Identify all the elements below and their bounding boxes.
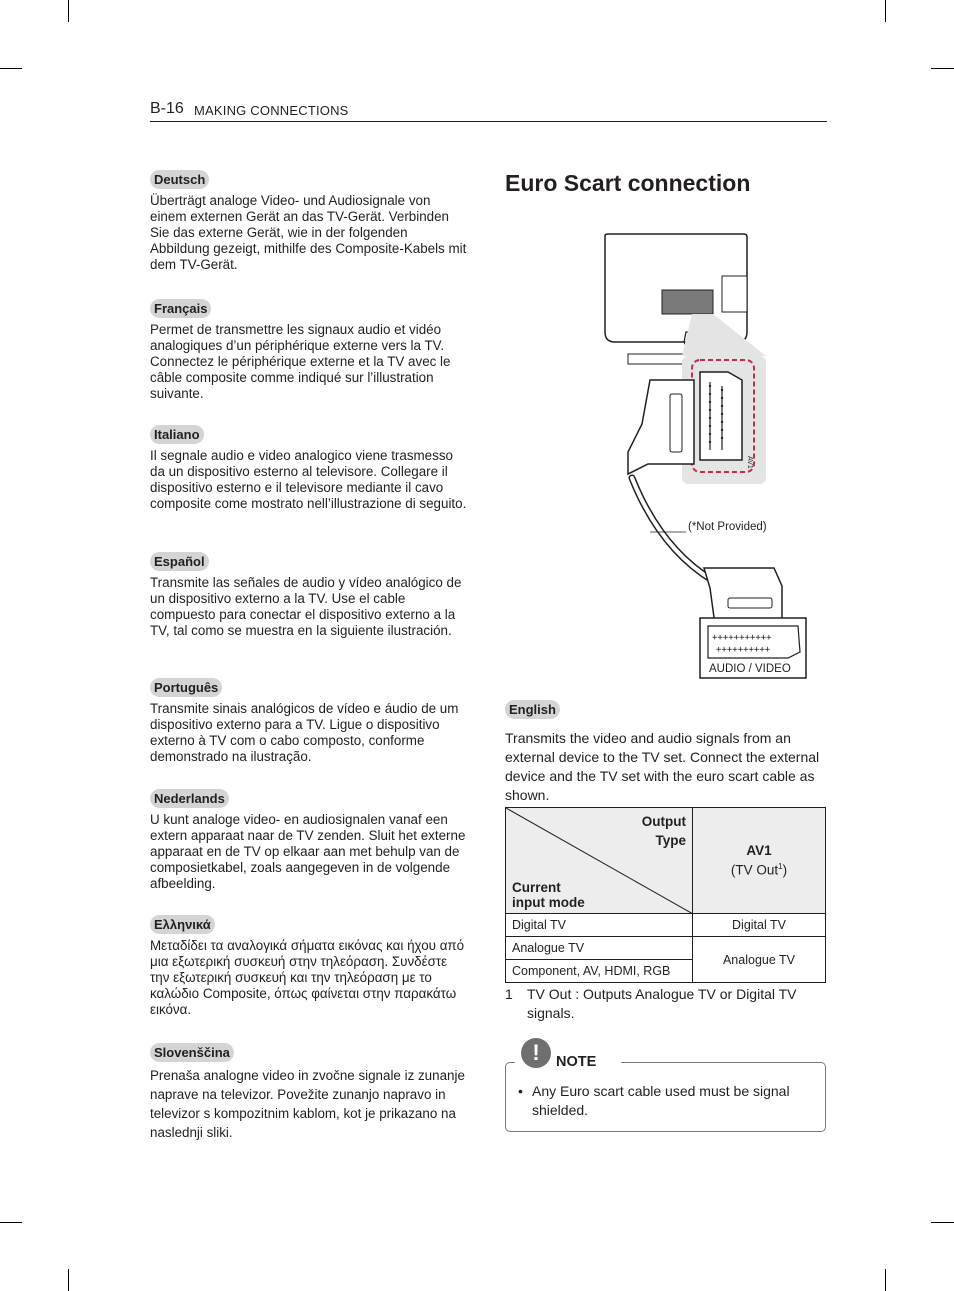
crop-mark xyxy=(68,1269,69,1291)
lang-text: Il segnale audio e video analogico viene trasmesso da un dispositivo esterno al televisore. Collegare il dispositivo esterno e il televisore mediante il cavo composite come mostrato nell’illustrazione di seguito. xyxy=(150,448,467,511)
page-header xyxy=(150,100,827,122)
lang-block-francais xyxy=(150,299,470,402)
lang-block-espanol xyxy=(150,552,470,639)
lang-badge: Français xyxy=(150,299,211,318)
lang-block-english xyxy=(505,700,827,805)
page-title: Euro Scart connection xyxy=(505,170,751,196)
lang-badge: Slovenščina xyxy=(150,1043,234,1062)
audio-video-label: AUDIO / VIDEO xyxy=(709,663,791,675)
note-header xyxy=(515,1040,825,1068)
note-title: NOTE xyxy=(556,1054,597,1070)
crop-mark xyxy=(931,1222,954,1223)
lang-text: U kunt analoge video- en audiosignalen vanaf een extern apparaat naar de TV zenden. Sluit het externe apparaat en de TV op elkaar aan met behulp van de composietkabel, zoals aangegeven in de volgende afbeelding. xyxy=(150,812,466,891)
lang-badge: Deutsch xyxy=(150,170,209,189)
lang-badge: Italiano xyxy=(150,425,204,444)
input-cell: Component, AV, HDMI, RGB xyxy=(506,960,693,983)
table-row xyxy=(506,937,826,960)
note-body xyxy=(518,1082,818,1120)
lang-badge: Português xyxy=(150,678,222,697)
output-cell: Digital TV xyxy=(693,914,826,937)
av1-heading: AV1 xyxy=(746,843,772,859)
page-number: B-16 xyxy=(150,100,184,117)
av1-port-label: AV1 xyxy=(746,456,753,469)
av1-close-paren: ) xyxy=(782,862,788,878)
crop-mark xyxy=(0,1222,22,1223)
scart-socket xyxy=(700,372,742,460)
lang-block-slovenscina xyxy=(150,1043,470,1142)
crop-mark xyxy=(885,0,886,22)
lang-block-greek xyxy=(150,915,470,1018)
section-title: MAKING CONNECTIONS xyxy=(194,103,349,118)
av1-subheading: (TV Out xyxy=(730,862,779,878)
lang-text: Überträgt analoge Video- und Audiosignale von einem externen Gerät an das TV-Gerät. Verbinden Sie das externe Gerät, wie in der folgenden Abbildung gezeigt, mithilfe des Composite-Kabels mit dem TV-Gerät. xyxy=(150,193,467,272)
table-header-av1 xyxy=(693,808,826,914)
not-provided-label: (*Not Provided) xyxy=(688,521,767,533)
lang-badge: Español xyxy=(150,552,209,571)
pin-row: ++++++++++ xyxy=(716,645,771,655)
lang-text: Permet de transmettre les signaux audio et vidéo analogiques d’un périphérique externe vers la TV. Connectez le périphérique externe et la TV avec le câble composite comme indiqué sur l’illustration suivante. xyxy=(150,322,451,401)
crop-mark xyxy=(885,1269,886,1291)
crop-mark xyxy=(0,68,22,69)
footnote xyxy=(505,985,827,1023)
footnote-text: TV Out : Outputs Analogue TV or Digital TV signals. xyxy=(527,986,797,1021)
tv-port-area xyxy=(662,290,713,314)
lang-block-portugues xyxy=(150,678,470,765)
crop-mark xyxy=(68,0,69,22)
input-output-table xyxy=(505,807,826,983)
lang-text: Μεταδίδει τα αναλογικά σήματα εικόνας και ήχου από μια εξωτερική συσκευή στην τηλεόραση. Συνδέστε την εξωτερική συσκευή και την τηλεόραση με το καλώδιο Composite, όπως φαίνεται στην παρακάτω εικόνα. xyxy=(150,938,465,1017)
tv-vent xyxy=(722,276,747,312)
lang-badge: Nederlands xyxy=(150,789,229,808)
input-cell: Digital TV xyxy=(506,914,693,937)
scart-plug-tv xyxy=(628,380,694,474)
lang-badge: Ελληνικά xyxy=(150,915,215,934)
scart-connection-diagram xyxy=(590,228,820,688)
lang-block-nederlands xyxy=(150,789,470,892)
lang-text: Transmits the video and audio signals from an external device to the TV set. Connect the external device and the TV set with the euro scart cable as shown. xyxy=(505,730,820,803)
header-current: Current xyxy=(512,880,561,895)
crop-mark xyxy=(931,68,954,69)
footnote-ref: 1 xyxy=(778,862,783,872)
table-header-diagonal xyxy=(506,808,693,914)
header-input-mode: input mode xyxy=(512,895,585,910)
lang-block-deutsch xyxy=(150,170,470,273)
lang-text: Transmite sinais analógicos de vídeo e áudio de um dispositivo externo para a TV. Ligue o dispositivo externo à TV com o cabo composto, conforme demonstrado na ilustração. xyxy=(150,701,459,764)
pin-row: +++++++++++ xyxy=(712,633,772,643)
lang-badge: English xyxy=(505,700,560,719)
header-output: Output xyxy=(641,814,686,829)
table-row xyxy=(506,914,826,937)
output-cell: Analogue TV xyxy=(693,937,826,983)
lang-text: Prenaša analogne video in zvočne signale iz zunanje naprave na televizor. Povežite zunanjo napravo in televizor s kompozitnim kablom, kot je prikazano na naslednji sliki. xyxy=(150,1068,465,1140)
input-cell: Analogue TV xyxy=(506,937,693,960)
bullet-icon: • xyxy=(518,1083,523,1099)
header-type: Type xyxy=(655,833,686,848)
footnote-number: 1 xyxy=(505,986,513,1002)
warning-icon: ! xyxy=(521,1038,551,1068)
lang-block-italiano xyxy=(150,425,470,512)
lang-text: Transmite las señales de audio y vídeo analógico de un dispositivo externo a la TV. Use el cable compuesto para conectar el dispositivo externo a la TV, tal como se muestra en la siguiente ilustración. xyxy=(150,575,462,638)
note-bullet-text: Any Euro scart cable used must be signal shielded. xyxy=(532,1083,790,1118)
